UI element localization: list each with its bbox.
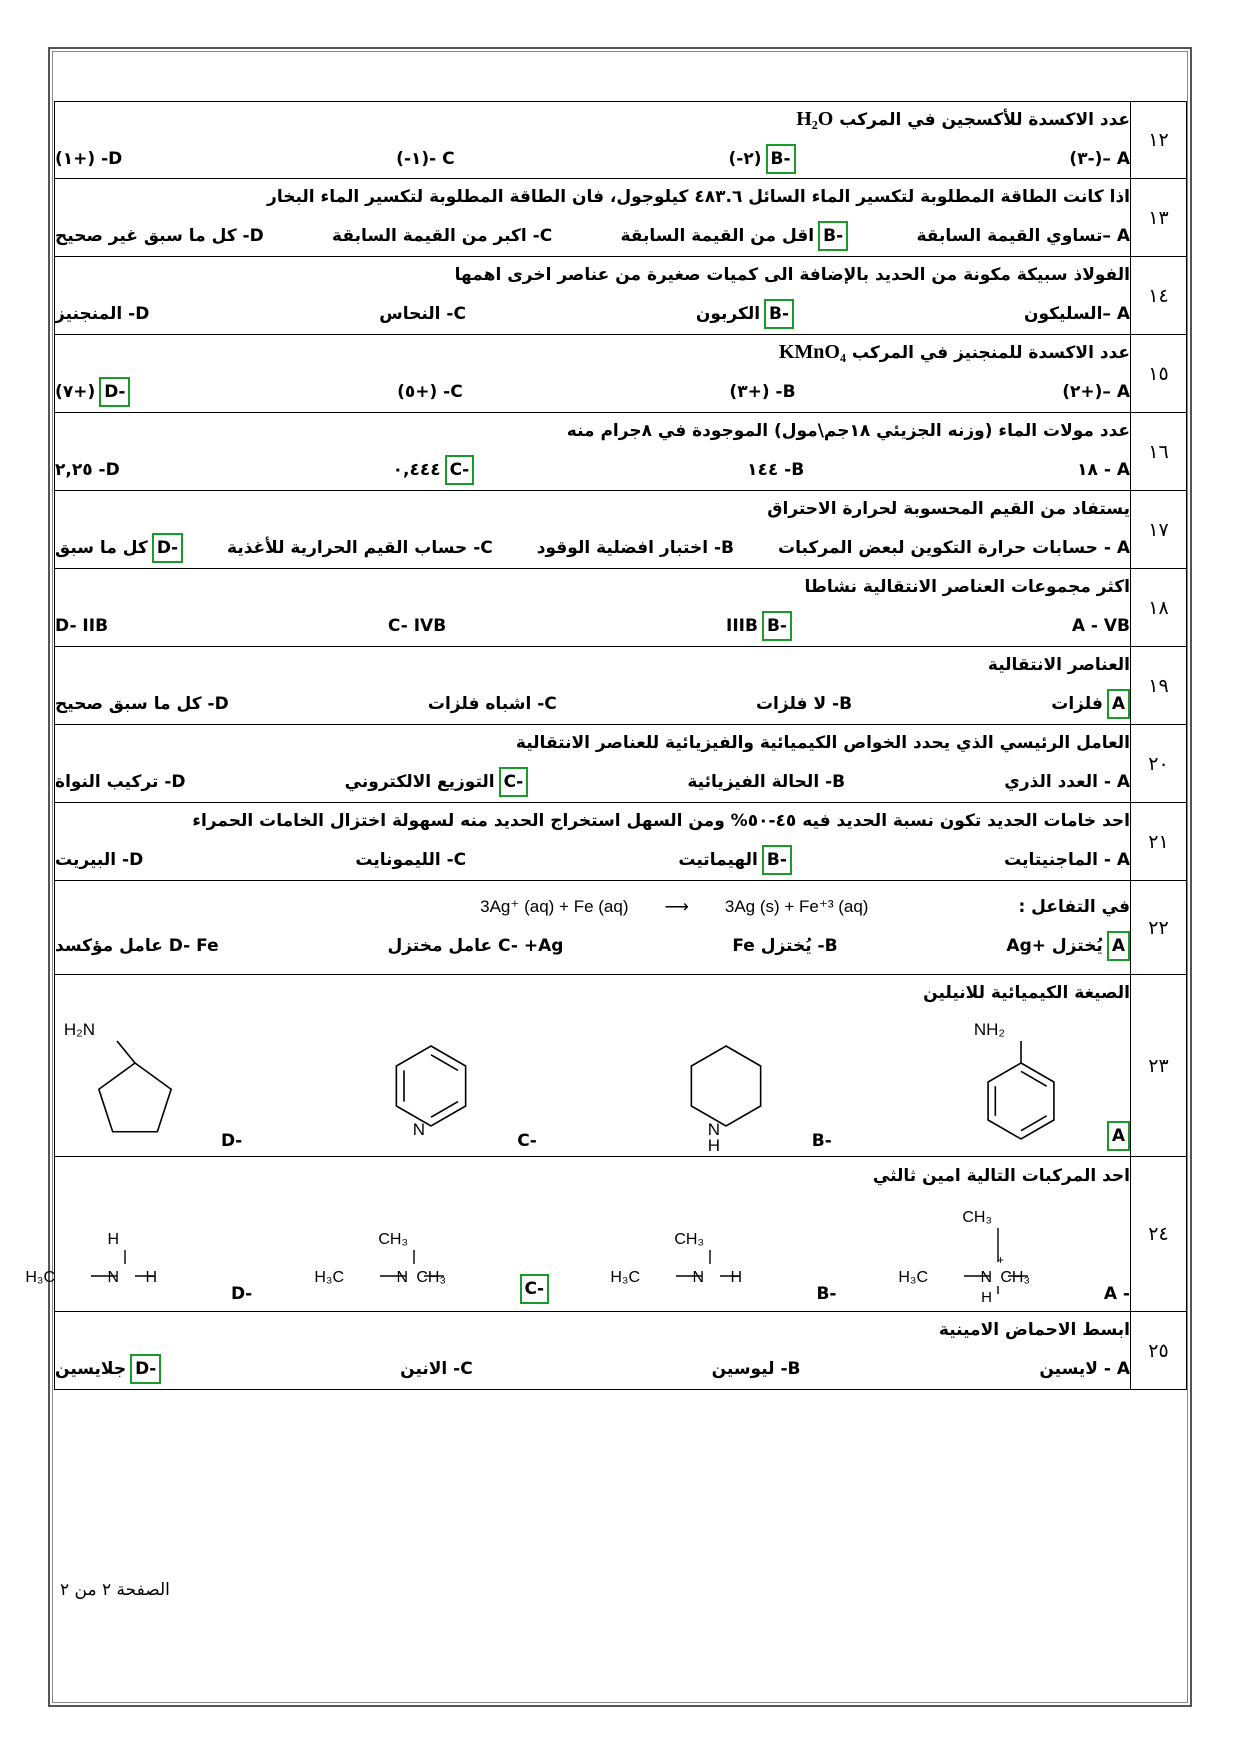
option[interactable] bbox=[55, 304, 149, 324]
options-row bbox=[55, 144, 1130, 174]
atom-label: N bbox=[412, 1119, 426, 1139]
option[interactable] bbox=[729, 144, 796, 174]
options-row bbox=[55, 299, 1130, 329]
question-number: ١٧ bbox=[1131, 491, 1187, 569]
option-text: جلايسين bbox=[55, 1358, 127, 1379]
option[interactable] bbox=[1004, 850, 1130, 870]
atom-label: NH₂ bbox=[973, 1019, 1005, 1039]
option[interactable] bbox=[1072, 616, 1130, 636]
option[interactable] bbox=[1024, 304, 1130, 324]
option-text: A –السليكون bbox=[1023, 303, 1130, 324]
question-number: ١٢ bbox=[1131, 102, 1187, 179]
options-row bbox=[55, 455, 1130, 485]
question-stem bbox=[55, 340, 1130, 365]
option-text: A –تساوي القيمة السابقة bbox=[916, 225, 1130, 246]
option-text: C- الانين bbox=[400, 1358, 473, 1379]
atom-label: CH₃ bbox=[674, 1231, 705, 1248]
atom-label: CH₃ bbox=[1000, 1269, 1030, 1286]
atom-label: H₃C bbox=[313, 1269, 344, 1286]
question-stem bbox=[55, 809, 1130, 833]
option[interactable] bbox=[55, 533, 183, 563]
atom-label: N bbox=[980, 1269, 992, 1286]
option[interactable] bbox=[332, 226, 552, 246]
atom-label: CH₃ bbox=[415, 1269, 446, 1286]
options-row bbox=[55, 1354, 1130, 1384]
option-text: C- اكبر من القيمة السابقة bbox=[332, 225, 553, 246]
option-text: C- حساب القيم الحرارية للأغذية bbox=[227, 537, 493, 558]
option[interactable] bbox=[1004, 772, 1130, 792]
option-text: C- الليمونايت bbox=[355, 849, 467, 870]
atom-label: H bbox=[107, 1231, 119, 1248]
aniline-structure bbox=[941, 1011, 1101, 1151]
question-number: ١٣ bbox=[1131, 179, 1187, 257]
option[interactable] bbox=[756, 694, 852, 714]
option[interactable] bbox=[916, 226, 1130, 246]
answer-box: -D bbox=[152, 533, 183, 563]
option-text: D- تركيب النواة bbox=[55, 771, 186, 792]
question-number: ٢١ bbox=[1131, 803, 1187, 881]
question-number: ٢٢ bbox=[1131, 881, 1187, 975]
questions-table bbox=[25, 101, 1187, 1390]
stem-text: اكثر مجموعات العناصر الانتقالية نشاطا bbox=[804, 576, 1130, 597]
options-row bbox=[55, 533, 1130, 563]
options-row bbox=[55, 611, 1130, 641]
question-row bbox=[55, 881, 1187, 975]
answer-box: -D bbox=[99, 377, 130, 407]
question-row bbox=[55, 725, 1187, 803]
answer-box: -C bbox=[520, 1274, 550, 1304]
stem-text: يستفاد من القيم المحسوبة لحرارة الاحتراق bbox=[767, 498, 1130, 519]
question-row bbox=[55, 491, 1187, 569]
option[interactable] bbox=[732, 936, 837, 956]
atom-label: H bbox=[707, 1135, 720, 1155]
option[interactable] bbox=[55, 1354, 161, 1384]
question-number: ٢٥ bbox=[1131, 1312, 1187, 1390]
answer-box: -D bbox=[130, 1354, 161, 1384]
option[interactable] bbox=[55, 149, 122, 169]
question-row bbox=[55, 803, 1187, 881]
stem-text: الفولاذ سبيكة مكونة من الحديد بالإضافة الى كميات صغيرة من عناصر اخرى اهمها bbox=[454, 264, 1130, 285]
structure-option[interactable] bbox=[351, 1011, 537, 1151]
option[interactable] bbox=[1051, 689, 1130, 719]
question-number: ١٤ bbox=[1131, 257, 1187, 335]
atom-label: H bbox=[730, 1269, 743, 1286]
option[interactable] bbox=[355, 850, 466, 870]
structures-row bbox=[55, 1011, 1130, 1155]
stem-text: في التفاعل : bbox=[1018, 896, 1130, 917]
question-body bbox=[55, 975, 1131, 1157]
question-body bbox=[55, 413, 1131, 491]
option-text: (٢-) bbox=[728, 148, 762, 169]
option-text: B- لا فلزات bbox=[755, 693, 853, 714]
option-text: C- +Ag عامل مختزل bbox=[387, 935, 564, 956]
option[interactable] bbox=[55, 772, 185, 792]
option-text: B- الحالة الفيزيائية bbox=[687, 771, 846, 792]
atom-label: H₃C bbox=[898, 1269, 928, 1286]
option-text: A –(+٢) bbox=[1062, 382, 1130, 402]
question-stem bbox=[55, 731, 1130, 755]
option[interactable] bbox=[55, 377, 130, 407]
atom-label: CH₃ bbox=[962, 1209, 992, 1226]
atom-label: N bbox=[707, 1119, 720, 1139]
question-number: ٢٠ bbox=[1131, 725, 1187, 803]
question-body bbox=[55, 491, 1131, 569]
answer-box: -B bbox=[818, 221, 848, 251]
option-text: ٠,٤٤٤ bbox=[392, 459, 441, 480]
reaction-equation bbox=[480, 895, 868, 919]
options-row bbox=[55, 767, 1130, 797]
structure-option[interactable] bbox=[646, 1011, 832, 1155]
stem-text: احد المركبات التالية امين ثالثي bbox=[872, 1166, 1130, 1186]
question-row bbox=[55, 413, 1187, 491]
atom-label: H bbox=[981, 1289, 992, 1306]
option[interactable] bbox=[687, 772, 845, 792]
option-text: B- يُختزل Fe bbox=[732, 935, 838, 956]
option-text: كل ما سبق bbox=[55, 537, 148, 558]
question-body bbox=[55, 569, 1131, 647]
option-text: A - العدد الذري bbox=[1004, 771, 1130, 792]
question-stem bbox=[55, 419, 1130, 443]
option-text: A –(-٣) bbox=[1069, 148, 1130, 169]
option[interactable] bbox=[388, 616, 446, 636]
question-body bbox=[55, 881, 1131, 975]
option[interactable] bbox=[55, 460, 120, 480]
question-number: ١٨ bbox=[1131, 569, 1187, 647]
option-text: A - ١٨ bbox=[1077, 459, 1130, 480]
option-letter: -C bbox=[517, 1130, 537, 1151]
question-body bbox=[25, 1157, 1131, 1312]
option-text: B- ١٤٤ bbox=[747, 459, 805, 480]
atom-label: H bbox=[145, 1269, 157, 1286]
option-text: D- Fe عامل مؤكسد bbox=[55, 935, 219, 956]
question-stem bbox=[55, 981, 1130, 1005]
question-body bbox=[55, 102, 1131, 179]
question-stem bbox=[55, 895, 1130, 919]
option-text: D- كل ما سبق غير صحيح bbox=[55, 225, 264, 246]
cyclopentylamine-structure bbox=[55, 1011, 215, 1151]
page-footer: الصفحة ٢ من ٢ bbox=[60, 1580, 170, 1600]
option-text: D- IIB bbox=[55, 615, 109, 636]
stem-text: عدد الاكسدة للمنجنيز في المركب bbox=[851, 343, 1130, 363]
question-row bbox=[55, 1312, 1187, 1390]
option-text: D- (+١) bbox=[55, 148, 123, 169]
question-row bbox=[55, 335, 1187, 413]
amine-structure bbox=[313, 1194, 514, 1304]
option-text: A - VB bbox=[1071, 615, 1130, 636]
amine-structure bbox=[610, 1194, 810, 1304]
option[interactable] bbox=[55, 850, 143, 870]
atom-label: N bbox=[692, 1269, 705, 1286]
answer-box: -B bbox=[766, 144, 796, 174]
amine-structure bbox=[25, 1194, 225, 1304]
stem-text: الصيغة الكيميائية للانيلين bbox=[923, 982, 1130, 1003]
option[interactable] bbox=[387, 936, 563, 956]
question-stem bbox=[55, 497, 1130, 521]
question-body bbox=[55, 257, 1131, 335]
option-letter: -D bbox=[231, 1284, 253, 1304]
option[interactable] bbox=[537, 538, 734, 558]
options-row bbox=[55, 221, 1130, 251]
option-text: C- IVB bbox=[387, 615, 447, 636]
stem-text: عدد الاكسدة للأكسجين في المركب bbox=[839, 109, 1130, 130]
option[interactable] bbox=[1039, 1359, 1130, 1379]
reactants: 3Ag⁺ (aq) + Fe (aq) bbox=[480, 896, 629, 916]
atom-label: H₂N bbox=[63, 1019, 96, 1039]
atom-label: H₃C bbox=[610, 1269, 641, 1286]
question-row bbox=[55, 569, 1187, 647]
question-stem bbox=[55, 1318, 1130, 1342]
answer-box: -B bbox=[762, 845, 792, 875]
option-text: B- (+٣) bbox=[729, 382, 796, 402]
structure-option[interactable] bbox=[610, 1194, 837, 1304]
answer-box: -B bbox=[762, 611, 792, 641]
options-row bbox=[55, 689, 1130, 719]
stem-text: عدد مولات الماء (وزنه الجزيئي ١٨جم\مول) الموجودة في ٨جرام منه bbox=[566, 420, 1130, 441]
options-row bbox=[55, 845, 1130, 875]
stem-text: ابسط الاحماض الامينية bbox=[938, 1319, 1130, 1340]
option-text: اقل من القيمة السابقة bbox=[620, 225, 815, 246]
question-body bbox=[55, 725, 1131, 803]
question-body bbox=[55, 647, 1131, 725]
atom-label: + bbox=[996, 1253, 1004, 1267]
question-number: ٢٣ bbox=[1131, 975, 1187, 1157]
structure-option[interactable] bbox=[25, 1194, 253, 1304]
answer-box: -C bbox=[445, 455, 475, 485]
chemical-formula: H₂O bbox=[796, 107, 834, 130]
atom-label: CH₃ bbox=[377, 1231, 408, 1248]
option-letter: -B bbox=[816, 1284, 837, 1304]
question-row bbox=[55, 975, 1187, 1157]
answer-box: A bbox=[1107, 689, 1130, 719]
option[interactable] bbox=[696, 299, 794, 329]
question-stem bbox=[55, 107, 1130, 132]
option[interactable] bbox=[621, 221, 849, 251]
option[interactable] bbox=[55, 936, 219, 956]
option[interactable] bbox=[55, 694, 229, 714]
option-text: B- اختبار افضلية الوقود bbox=[536, 537, 734, 558]
option-letter: - A bbox=[1103, 1284, 1130, 1304]
question-row bbox=[55, 102, 1187, 179]
question-number: ١٦ bbox=[1131, 413, 1187, 491]
structure-option[interactable] bbox=[313, 1194, 550, 1304]
question-stem bbox=[55, 185, 1130, 209]
question-row bbox=[55, 179, 1187, 257]
option-text: D- ٢,٢٥ bbox=[55, 459, 120, 480]
option-text: A - لايسين bbox=[1039, 1358, 1130, 1379]
question-number: ١٥ bbox=[1131, 335, 1187, 413]
amine-structure bbox=[898, 1194, 1098, 1306]
question-body bbox=[55, 179, 1131, 257]
option-text: B- ليوسين bbox=[711, 1358, 801, 1379]
chemical-formula: KMnO₄ bbox=[778, 341, 846, 363]
piperidine-structure bbox=[646, 1011, 806, 1155]
option[interactable] bbox=[747, 460, 804, 480]
option[interactable] bbox=[1006, 931, 1130, 961]
stem-text: اذا كانت الطاقة المطلوبة لتكسير الماء السائل ٤٨٣.٦ كيلوجول، فان الطاقة المطلوبة لتكسير الماء البخار bbox=[267, 186, 1130, 207]
option-text: يُختزل +Ag bbox=[1006, 935, 1103, 956]
question-row bbox=[55, 1157, 1187, 1312]
answer-box: A bbox=[1107, 931, 1130, 961]
stem-text: العامل الرئيسي الذي يحدد الخواص الكيميائية والفيزيائية للعناصر الانتقالية bbox=[515, 732, 1130, 753]
option[interactable] bbox=[1077, 460, 1130, 480]
question-stem bbox=[55, 263, 1130, 287]
option[interactable] bbox=[428, 694, 557, 714]
stem-text: العناصر الانتقالية bbox=[987, 654, 1130, 675]
structure-option[interactable] bbox=[55, 1011, 242, 1151]
option-letter: -D bbox=[221, 1130, 243, 1151]
option-text: الكربون bbox=[695, 303, 761, 324]
atom-label: N bbox=[107, 1269, 119, 1286]
question-number: ١٩ bbox=[1131, 647, 1187, 725]
option[interactable] bbox=[712, 1359, 801, 1379]
options-row bbox=[55, 931, 1130, 961]
option-text: C- النحاس bbox=[379, 303, 466, 324]
question-stem bbox=[55, 1164, 1130, 1188]
option-text: D- المنجنيز bbox=[55, 303, 150, 324]
answer-box: -C bbox=[499, 767, 529, 797]
option[interactable] bbox=[1062, 382, 1130, 402]
option[interactable] bbox=[678, 845, 792, 875]
option[interactable] bbox=[729, 382, 795, 402]
option[interactable] bbox=[55, 616, 108, 636]
option-text: D- البيريت bbox=[55, 849, 144, 870]
option[interactable] bbox=[400, 1359, 473, 1379]
option-text: الهيماتيت bbox=[678, 849, 758, 870]
option[interactable] bbox=[397, 382, 463, 402]
question-number: ٢٤ bbox=[1131, 1157, 1187, 1312]
option[interactable] bbox=[345, 767, 528, 797]
question-stem bbox=[55, 653, 1130, 677]
option[interactable] bbox=[379, 304, 466, 324]
question-body bbox=[55, 803, 1131, 881]
atom-label: H₃C bbox=[25, 1269, 55, 1286]
option-text: A - حسابات حرارة التكوين لبعض المركبات bbox=[778, 537, 1130, 558]
option-letter: -B bbox=[811, 1130, 832, 1151]
option[interactable] bbox=[227, 538, 493, 558]
option[interactable] bbox=[393, 455, 475, 485]
arrow-icon: ⟶ bbox=[664, 896, 689, 916]
stem-text: احد خامات الحديد تكون نسبة الحديد فيه ٤٥-٥٠% ومن السهل استخراج الحديد منه لسهولة اختزال الخامات الحمراء bbox=[192, 810, 1130, 831]
atom-label: N bbox=[395, 1269, 408, 1286]
question-row bbox=[55, 257, 1187, 335]
products: 3Ag (s) + Fe⁺³ (aq) bbox=[724, 896, 869, 916]
option[interactable] bbox=[1069, 149, 1130, 169]
option-text: C- اشباه فلزات bbox=[427, 693, 557, 714]
option-text: D- كل ما سبق صحيح bbox=[55, 693, 229, 714]
option[interactable] bbox=[726, 611, 792, 641]
option-text: فلزات bbox=[1051, 693, 1103, 714]
structure-option[interactable] bbox=[898, 1194, 1130, 1306]
answer-box: A bbox=[1107, 1121, 1130, 1151]
option-text: (+٧) bbox=[55, 382, 96, 402]
options-row bbox=[55, 377, 1130, 407]
pyridine-structure bbox=[351, 1011, 511, 1151]
option-text: التوزيع الالكتروني bbox=[344, 771, 495, 792]
option-text: IIIB bbox=[726, 615, 758, 636]
answer-box: -B bbox=[764, 299, 794, 329]
option[interactable] bbox=[396, 149, 454, 169]
structure-option[interactable] bbox=[941, 1011, 1130, 1151]
question-body bbox=[55, 335, 1131, 413]
option-text: A - الماجنيتايت bbox=[1004, 849, 1130, 870]
option[interactable] bbox=[778, 538, 1130, 558]
option-text: C -(١-) bbox=[396, 148, 455, 169]
question-row bbox=[55, 647, 1187, 725]
question-body bbox=[55, 1312, 1131, 1390]
structures-row bbox=[25, 1194, 1130, 1306]
option[interactable] bbox=[55, 226, 264, 246]
option-text: C- (+٥) bbox=[397, 382, 463, 402]
question-stem bbox=[55, 575, 1130, 599]
